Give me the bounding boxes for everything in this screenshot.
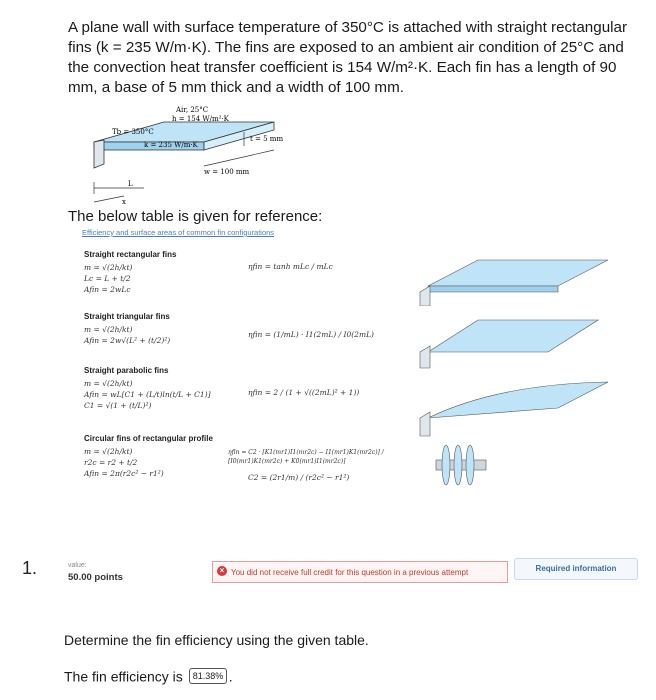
row-rect-eq3: Afin = 2wLc [84, 285, 131, 294]
question-number: 1. [22, 558, 38, 578]
h-label: h = 154 W/m²·K [172, 115, 229, 123]
fin-efficiency-input[interactable]: 81.38% [189, 668, 227, 684]
previous-attempt-alert [212, 561, 508, 583]
alert-text: You did not receive full credit for this question in a previous attempt [231, 568, 469, 577]
w-label: w = 100 mm [204, 168, 250, 176]
fin-reference-table [78, 228, 638, 558]
air-label: Air, 25°C [176, 106, 209, 114]
x-label: x [122, 198, 126, 206]
row-rect-title: Straight rectangular fins [84, 250, 177, 259]
row-para-title: Straight parabolic fins [84, 366, 169, 375]
answer-row [64, 667, 233, 684]
answer-prefix: The fin efficiency is [64, 668, 183, 685]
row-circ-title: Circular fins of rectangular profile [84, 434, 213, 443]
row-para-efficiency: ηfin = 2 / (1 + √((2mL)² + 1)) [248, 388, 360, 397]
row-para-eq1: m = √(2h/kt) [84, 379, 133, 388]
answer-suffix: . [228, 668, 233, 685]
row-para-eq2: Afin = wL[C1 + (L/t)ln(t/L + C1)] [84, 390, 211, 399]
required-information-button[interactable]: Required information [514, 558, 638, 580]
tri-fin-sketch [418, 310, 618, 370]
row-tri-eq2: Afin = 2w√(L² + (t/2)²) [84, 336, 171, 345]
problem-statement: A plane wall with surface temperature of 350°C is attached with straight rectangular fins (k = 235 W/m·K). The fins are exposed to an ambient air condition of 25°C and the convection heat transfer coefficient is 154 W/m²·K. Each fin has a length of 90 mm, a base of 5 mm thick and a width of 100 mm. [68, 19, 628, 96]
row-circ-eq3: Afin = 2π(r2c² − r1²) [84, 469, 164, 478]
x-axis-arrow [94, 196, 124, 202]
wall-block [94, 140, 104, 168]
instruction-text: Determine the fin efficiency using the given table. [64, 632, 369, 648]
row-rect-eq2: Lc = L + t/2 [84, 274, 131, 283]
t-label: t = 5 mm [250, 135, 284, 143]
k-label: k = 235 W/m·K [144, 141, 198, 149]
row-circ-eq1: m = √(2h/kt) [84, 447, 133, 456]
reference-heading: The below table is given for reference: [68, 208, 323, 225]
points-value: 50.00 points [68, 572, 123, 583]
table-caption-link[interactable]: Efficiency and surface areas of common fin configurations [82, 228, 275, 237]
width-dimension [204, 150, 274, 166]
row-para-eq3: C1 = √(1 + (t/L)²) [84, 401, 152, 410]
value-label: value: [68, 562, 87, 569]
row-circ-efficiency: ηfin = C2 · [K1(mr1)I1(mr2c) − I1(mr1)K1(mr2c)] / [I0(mr1)K1(mr2c) + K0(mr1)I1(mr2c)] [228, 449, 384, 465]
l-label: L [128, 180, 133, 188]
row-rect-eq1: m = √(2h/kt) [84, 263, 133, 272]
row-circ-c2: C2 = (2r1/m) / (r2c² − r1²) [248, 473, 350, 482]
row-rect-efficiency: ηfin = tanh mLc / mLc [248, 262, 333, 271]
rect-fin-sketch [418, 246, 618, 306]
tb-label: Tb = 350°C [112, 128, 154, 136]
para-fin-sketch [418, 374, 618, 444]
row-tri-title: Straight triangular fins [84, 312, 170, 321]
row-tri-efficiency: ηfin = (1/mL) · I1(2mL) / I0(2mL) [248, 330, 374, 339]
circ-fin-sketch [428, 436, 508, 496]
warning-icon: × [217, 566, 227, 576]
fin-wall-figure [84, 100, 294, 210]
row-circ-eq2: r2c = r2 + t/2 [84, 458, 138, 467]
row-tri-eq1: m = √(2h/kt) [84, 325, 133, 334]
